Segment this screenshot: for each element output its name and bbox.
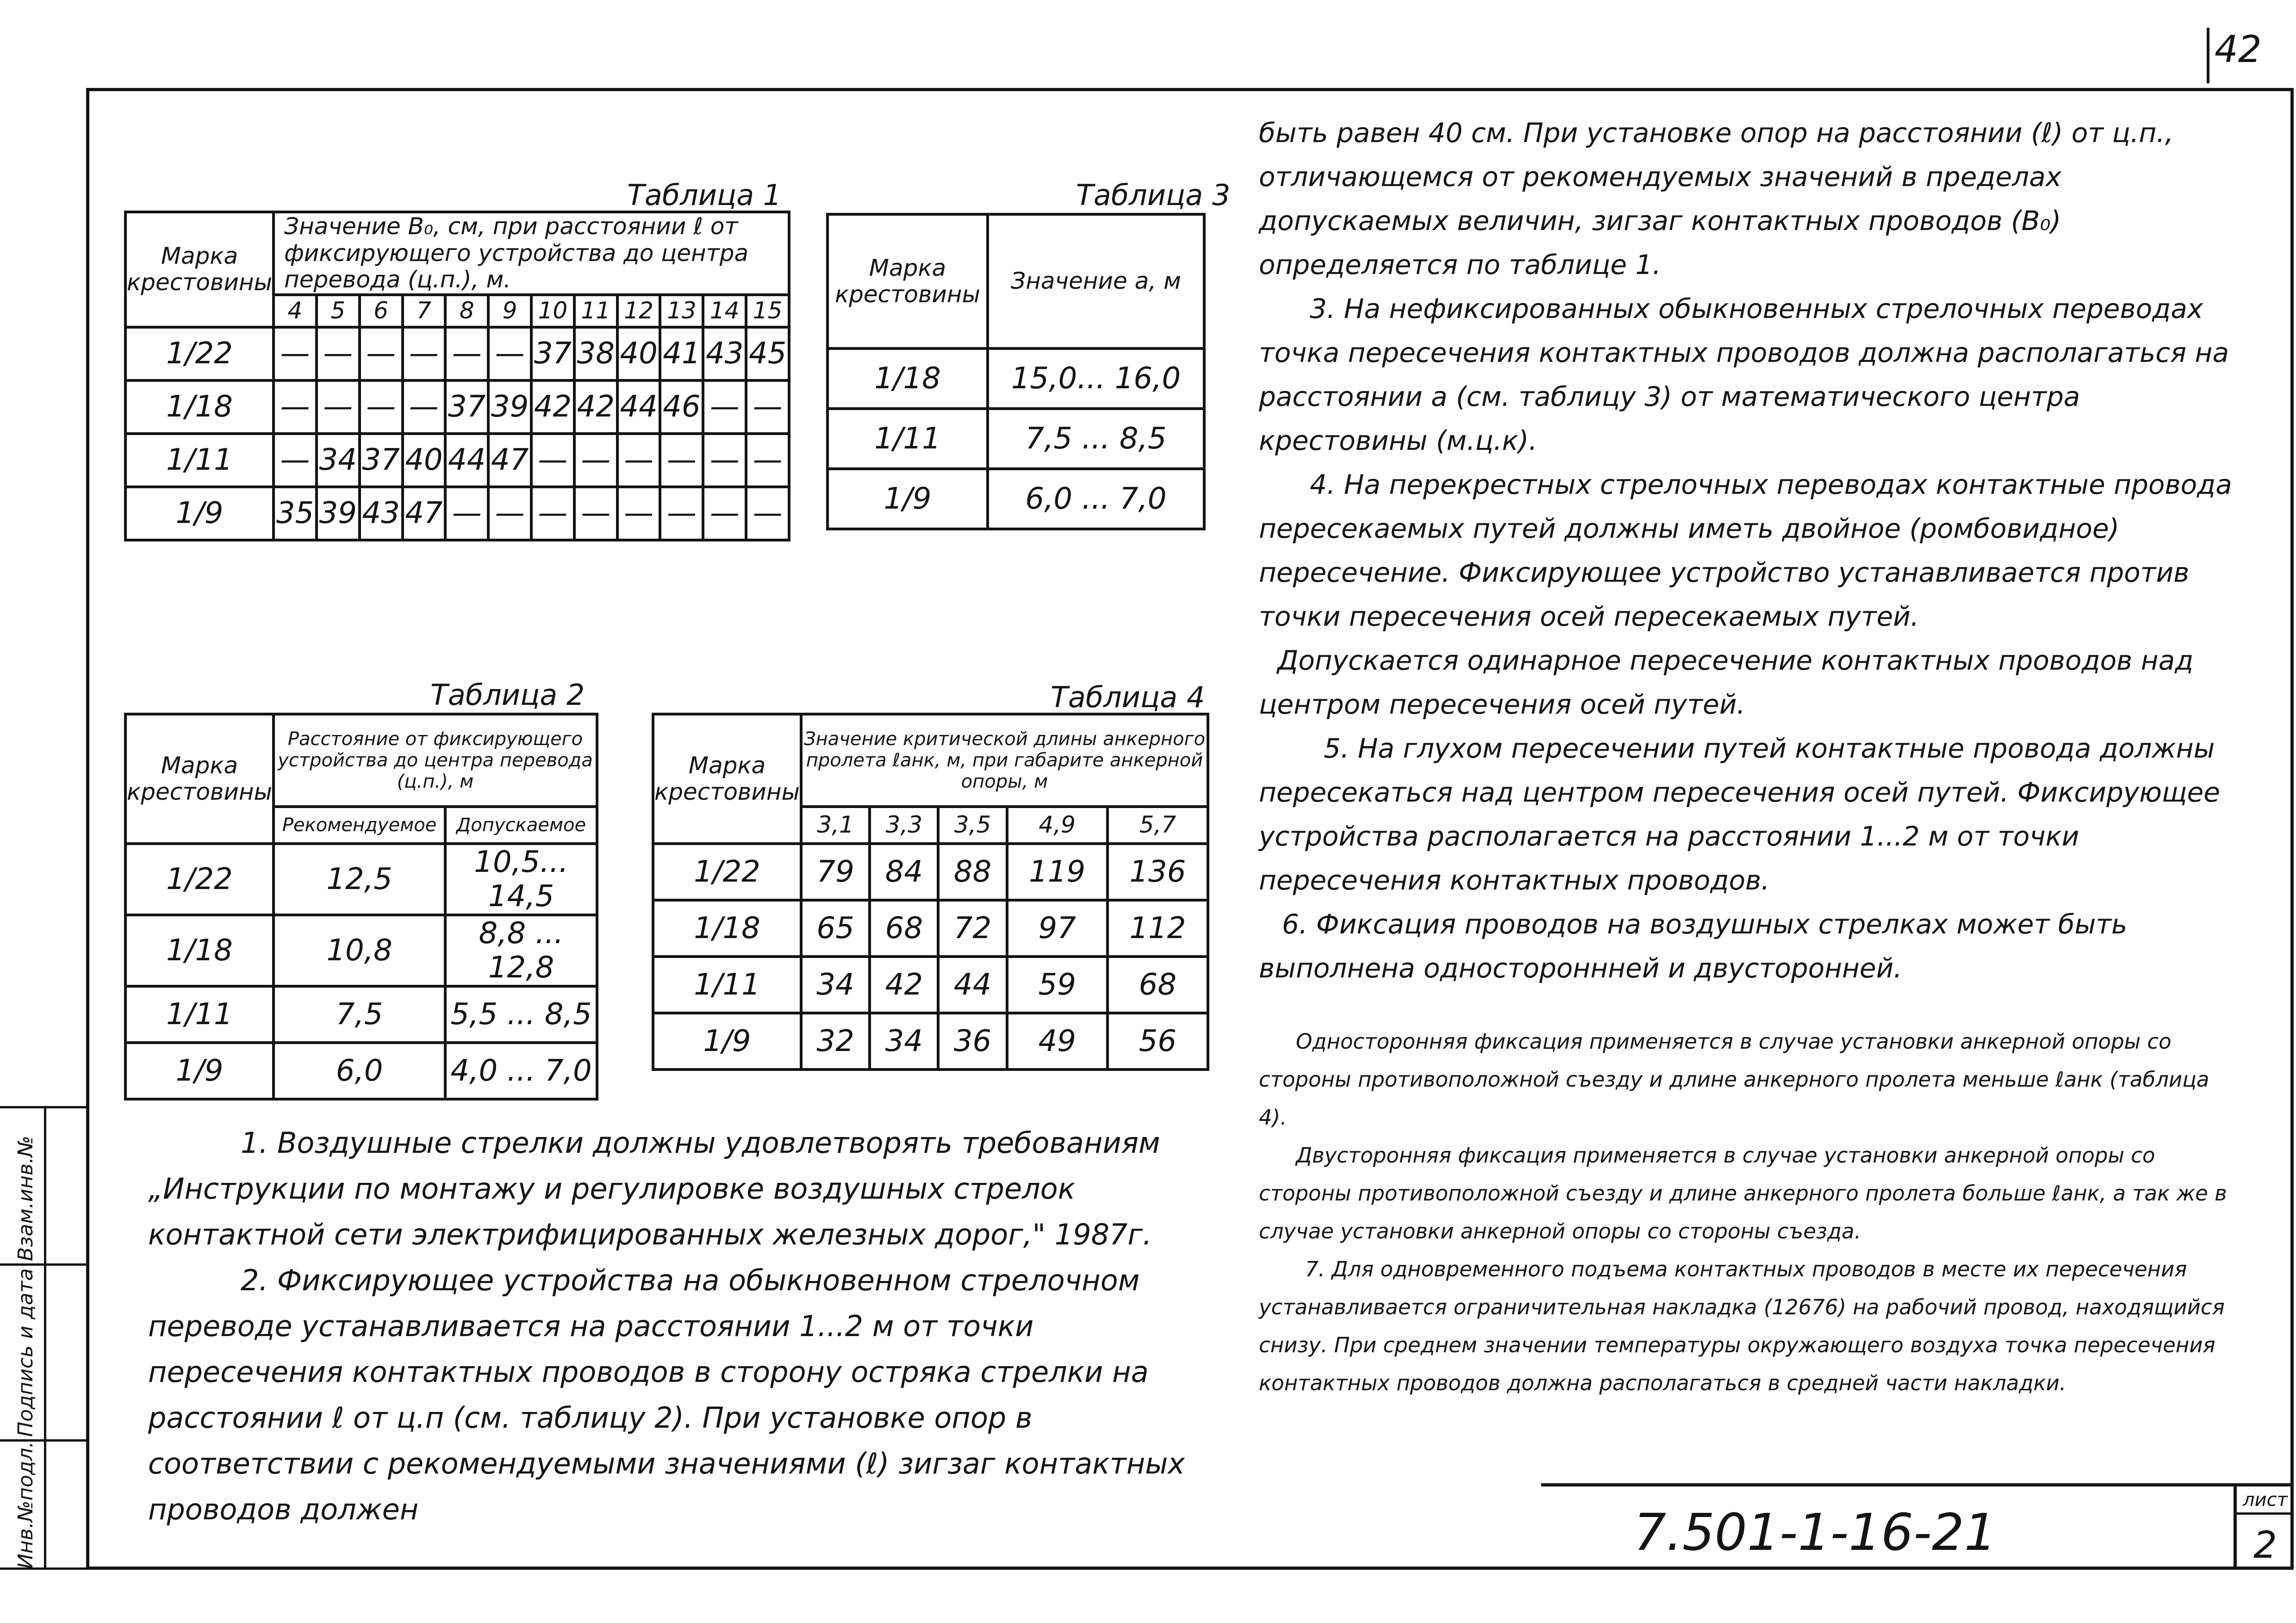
table4-row bbox=[653, 900, 1208, 957]
side-stamp-signature: Подпись и дата bbox=[0, 1263, 86, 1439]
table1-value-cell: — bbox=[317, 327, 360, 380]
table3-row bbox=[828, 409, 1204, 469]
table3-mark-header: Марка крестовины bbox=[828, 214, 988, 348]
table1-value-cell: — bbox=[360, 380, 403, 434]
table1-distance-header: 11 bbox=[574, 295, 617, 327]
table3-caption: Таблица 3 bbox=[1076, 178, 1231, 212]
table1-value-cell: 37 bbox=[445, 380, 488, 434]
table2-sub-header: Рекомендуемое bbox=[274, 807, 445, 844]
table4-mark-cell: 1/18 bbox=[653, 900, 801, 957]
table3-value-cell: 15,0... 16,0 bbox=[988, 348, 1204, 409]
table1-distance-header: 10 bbox=[531, 295, 574, 327]
table1-value-cell: — bbox=[403, 380, 446, 434]
table4-group-header: Значение критической длины анкерного пролета ℓанк, м, при габарите анкерной опоры, м bbox=[801, 714, 1208, 807]
table1-value-cell: 42 bbox=[574, 380, 617, 434]
table3-row bbox=[828, 348, 1204, 409]
table2 bbox=[124, 713, 598, 1101]
table1-value-cell: — bbox=[746, 487, 789, 540]
table1-distance-header: 12 bbox=[617, 295, 660, 327]
table4-value-cell: 65 bbox=[801, 900, 870, 957]
table1-value-cell: — bbox=[574, 434, 617, 487]
table1-value-cell: — bbox=[488, 487, 531, 540]
table1-value-cell: — bbox=[746, 380, 789, 434]
side-stamp-inventory: Инв.№подл. bbox=[0, 1439, 86, 1570]
table2-row bbox=[125, 986, 597, 1043]
table4-value-cell: 42 bbox=[870, 957, 938, 1013]
table1-value-cell: — bbox=[445, 487, 488, 540]
table2-row bbox=[125, 1043, 597, 1099]
table2-row bbox=[125, 844, 597, 915]
table1-mark-cell: 1/22 bbox=[125, 327, 274, 380]
table1-row bbox=[125, 380, 789, 434]
table2-group-header: Расстояние от фиксирующего устройства до центра перевода (ц.п.), м bbox=[274, 714, 597, 807]
table1-distance-header: 15 bbox=[746, 295, 789, 327]
table4-mark-cell: 1/9 bbox=[653, 1013, 801, 1070]
table1-mark-cell: 1/18 bbox=[125, 380, 274, 434]
table4-value-cell: 34 bbox=[801, 957, 870, 1013]
table1-value-cell: 47 bbox=[488, 434, 531, 487]
table4-value-cell: 49 bbox=[1007, 1013, 1108, 1070]
table1-distance-header: 13 bbox=[660, 295, 703, 327]
note-1: 1. Воздушные стрелки должны удовлетворять требованиям „Инструкции по монтажу и регулировке воздушных стрелок контактной сети электрифицированных железных дорог," 1987г. bbox=[148, 1126, 1160, 1251]
table1-value-cell: 42 bbox=[531, 380, 574, 434]
table1-value-cell: — bbox=[360, 327, 403, 380]
sheet-cell bbox=[2234, 1486, 2294, 1570]
table4-row bbox=[653, 1013, 1208, 1070]
table1-value-cell: 44 bbox=[617, 380, 660, 434]
table4-gabarit-header: 3,1 bbox=[801, 807, 870, 844]
table4-value-cell: 56 bbox=[1108, 1013, 1208, 1070]
table4-value-cell: 79 bbox=[801, 844, 870, 900]
note-3: 3. На нефиксированных обыкновенных стрелочных переводах точка пересечения контактных проводов должна располагаться на расстоянии а (см. таблицу 3) от математического центра крестовины (м.ц.к). bbox=[1259, 293, 2229, 456]
table1-distance-header: 14 bbox=[703, 295, 746, 327]
table4-mark-cell: 1/11 bbox=[653, 957, 801, 1013]
table1-value-cell: — bbox=[703, 380, 746, 434]
table1-value-cell: 40 bbox=[403, 434, 446, 487]
table1-value-cell: 46 bbox=[660, 380, 703, 434]
table3-row bbox=[828, 469, 1204, 529]
table1-mark-cell: 1/9 bbox=[125, 487, 274, 540]
table1-value-cell: 35 bbox=[274, 487, 317, 540]
table2-mark-cell: 1/22 bbox=[125, 844, 274, 915]
table3-value-header: Значение а, м bbox=[988, 214, 1204, 348]
table4-value-cell: 32 bbox=[801, 1013, 870, 1070]
table1-value-cell: — bbox=[274, 380, 317, 434]
table4-gabarit-header: 3,5 bbox=[938, 807, 1007, 844]
note-6-two-sided: Двусторонняя фиксация применяется в случае установки анкерной опоры со стороны противоположной съезду и длине анкерного пролета больше ℓанк, а так же в случае установки анкерной опоры со стороны съезда. bbox=[1259, 1143, 2227, 1244]
table2-recommended-cell: 7,5 bbox=[274, 986, 445, 1043]
note-7: 7. Для одновременного подъема контактных проводов в месте их пересечения устанавливается ограничительная накладка (12676) на рабочий провод, находящийся снизу. При среднем значении температуры окружающего воздуха точка пересечения контактных проводов должна располагаться в средней части накладки. bbox=[1259, 1257, 2225, 1395]
table4-value-cell: 97 bbox=[1007, 900, 1108, 957]
table4-mark-cell: 1/22 bbox=[653, 844, 801, 900]
table1-distance-header: 7 bbox=[403, 295, 446, 327]
page-number-tick bbox=[2207, 28, 2209, 83]
table1-value-cell: 44 bbox=[445, 434, 488, 487]
left-text-block bbox=[148, 1120, 1194, 1532]
table1-value-cell: 43 bbox=[703, 327, 746, 380]
table4-gabarit-header: 4,9 bbox=[1007, 807, 1108, 844]
title-block bbox=[1541, 1483, 2294, 1570]
table1-mark-cell: 1/11 bbox=[125, 434, 274, 487]
table1-value-cell: — bbox=[274, 327, 317, 380]
note-2: 2. Фиксирующее устройства на обыкновенном стрелочном переводе устанавливается на расстоянии 1...2 м от точки пересечения контактных проводов в сторону остряка стрелки на расстоянии ℓ от ц.п (см. таблицу 2). При установке опор в соответствии с рекомендуемыми значениями (ℓ) зигзаг контактных проводов должен bbox=[148, 1263, 1185, 1526]
table2-mark-header: Марка крестовины bbox=[125, 714, 274, 844]
table1-value-cell: 47 bbox=[403, 487, 446, 540]
table1-value-cell: 39 bbox=[317, 487, 360, 540]
table2-recommended-cell: 6,0 bbox=[274, 1043, 445, 1099]
table1-value-cell: 45 bbox=[746, 327, 789, 380]
table2-allowed-cell: 8,8 ... 12,8 bbox=[445, 915, 597, 986]
side-stamp-replacement: Взам.инв.№ bbox=[0, 1106, 86, 1263]
right-text-small-block bbox=[1259, 1023, 2235, 1402]
table1 bbox=[124, 211, 790, 541]
table2-mark-cell: 1/11 bbox=[125, 986, 274, 1043]
table1-value-cell: — bbox=[617, 487, 660, 540]
table1-value-cell: 38 bbox=[574, 327, 617, 380]
document-code: 7.501-1-16-21 bbox=[1634, 1503, 1997, 1562]
table3-mark-cell: 1/18 bbox=[828, 348, 988, 409]
sheet-label: лист bbox=[2237, 1489, 2294, 1515]
table1-value-cell: — bbox=[488, 327, 531, 380]
table1-value-cell: 41 bbox=[660, 327, 703, 380]
table4-value-cell: 68 bbox=[870, 900, 938, 957]
table4-value-cell: 44 bbox=[938, 957, 1007, 1013]
note-5: 5. На глухом пересечении путей контактные провода должны пересекаться над центром пересечения осей путей. Фиксирующее устройства располагается на расстоянии 1...2 м от точки пересечения контактных проводов. bbox=[1259, 733, 2221, 896]
table1-distance-header: 4 bbox=[274, 295, 317, 327]
note-6: 6. Фиксация проводов на воздушных стрелках может быть выполнена одностороннней и двусторонней. bbox=[1259, 908, 2128, 984]
table1-value-cell: — bbox=[746, 434, 789, 487]
table1-value-cell: — bbox=[660, 434, 703, 487]
table4-value-cell: 72 bbox=[938, 900, 1007, 957]
table4-value-cell: 84 bbox=[870, 844, 938, 900]
table4-row bbox=[653, 957, 1208, 1013]
table1-mark-header: Марка крестовины bbox=[125, 212, 274, 327]
right-text-block bbox=[1259, 111, 2235, 990]
table4-value-cell: 68 bbox=[1108, 957, 1208, 1013]
table1-value-cell: 37 bbox=[531, 327, 574, 380]
table1-row bbox=[125, 327, 789, 380]
table2-mark-cell: 1/18 bbox=[125, 915, 274, 986]
table1-value-cell: — bbox=[703, 487, 746, 540]
table4-value-cell: 112 bbox=[1108, 900, 1208, 957]
table2-allowed-cell: 4,0 ... 7,0 bbox=[445, 1043, 597, 1099]
table3-mark-cell: 1/9 bbox=[828, 469, 988, 529]
table2-sub-header: Допускаемое bbox=[445, 807, 597, 844]
table1-value-cell: 37 bbox=[360, 434, 403, 487]
sheet-number: 2 bbox=[2253, 1524, 2277, 1567]
table1-value-cell: — bbox=[403, 327, 446, 380]
table1-value-cell: — bbox=[531, 434, 574, 487]
table2-row bbox=[125, 915, 597, 986]
table4-gabarit-header: 3,3 bbox=[870, 807, 938, 844]
note-4: 4. На перекрестных стрелочных переводах контактные провода пересекаемых путей должны иметь двойное (ромбовидное) пересечение. Фиксирующее устройство устанавливается против точки пересечения осей пересекаемых путей. bbox=[1259, 469, 2232, 632]
table1-value-cell: — bbox=[274, 434, 317, 487]
table3 bbox=[826, 213, 1206, 530]
table2-allowed-cell: 10,5... 14,5 bbox=[445, 844, 597, 915]
table1-value-cell: — bbox=[617, 434, 660, 487]
table4-value-cell: 59 bbox=[1007, 957, 1108, 1013]
table1-value-cell: — bbox=[445, 327, 488, 380]
table4-value-cell: 88 bbox=[938, 844, 1007, 900]
table4-gabarit-header: 5,7 bbox=[1108, 807, 1208, 844]
table4-value-cell: 119 bbox=[1007, 844, 1108, 900]
table1-value-cell: — bbox=[531, 487, 574, 540]
table1-group-header: Значение В₀, см, при расстоянии ℓ от фиксирующего устройства до центра перевода (ц.п.), м. bbox=[274, 212, 789, 295]
table1-value-cell: — bbox=[660, 487, 703, 540]
table1-value-cell: 43 bbox=[360, 487, 403, 540]
table1-value-cell: — bbox=[317, 380, 360, 434]
page-number: 42 bbox=[2215, 28, 2262, 71]
table4-caption: Таблица 4 bbox=[1051, 680, 1205, 714]
note-4-addendum: Допускается одинарное пересечение контактных проводов над центром пересечения осей путей. bbox=[1259, 645, 2194, 720]
table4-value-cell: 136 bbox=[1108, 844, 1208, 900]
table2-allowed-cell: 5,5 ... 8,5 bbox=[445, 986, 597, 1043]
table1-value-cell: — bbox=[703, 434, 746, 487]
table3-mark-cell: 1/11 bbox=[828, 409, 988, 469]
table2-mark-cell: 1/9 bbox=[125, 1043, 274, 1099]
table1-value-cell: — bbox=[574, 487, 617, 540]
table1-distance-header: 5 bbox=[317, 295, 360, 327]
note-6-one-sided: Односторонняя фиксация применяется в случае установки анкерной опоры со стороны противоположной съезду и длине анкерного пролета меньше ℓанк (таблица 4). bbox=[1259, 1029, 2209, 1130]
table3-value-cell: 7,5 ... 8,5 bbox=[988, 409, 1204, 469]
table2-caption: Таблица 2 bbox=[430, 678, 585, 712]
table1-distance-header: 8 bbox=[445, 295, 488, 327]
table1-distance-header: 9 bbox=[488, 295, 531, 327]
table1-value-cell: 34 bbox=[317, 434, 360, 487]
table1-caption: Таблица 1 bbox=[627, 178, 782, 212]
table4-row bbox=[653, 844, 1208, 900]
table4 bbox=[652, 713, 1209, 1071]
table4-value-cell: 34 bbox=[870, 1013, 938, 1070]
table1-row bbox=[125, 487, 789, 540]
table1-row bbox=[125, 434, 789, 487]
table4-mark-header: Марка крестовины bbox=[653, 714, 801, 844]
table4-value-cell: 36 bbox=[938, 1013, 1007, 1070]
table3-value-cell: 6,0 ... 7,0 bbox=[988, 469, 1204, 529]
table1-distance-header: 6 bbox=[360, 295, 403, 327]
table1-value-cell: 39 bbox=[488, 380, 531, 434]
table1-value-cell: 40 bbox=[617, 327, 660, 380]
table2-recommended-cell: 12,5 bbox=[274, 844, 445, 915]
note-2-continued: быть равен 40 см. При установке опор на расстоянии (ℓ) от ц.п., отличающемся от рекомендуемых значений в пределах допускаемых величин, зигзаг контактных проводов (В₀) определяется по таблице 1. bbox=[1259, 117, 2174, 280]
table2-recommended-cell: 10,8 bbox=[274, 915, 445, 986]
